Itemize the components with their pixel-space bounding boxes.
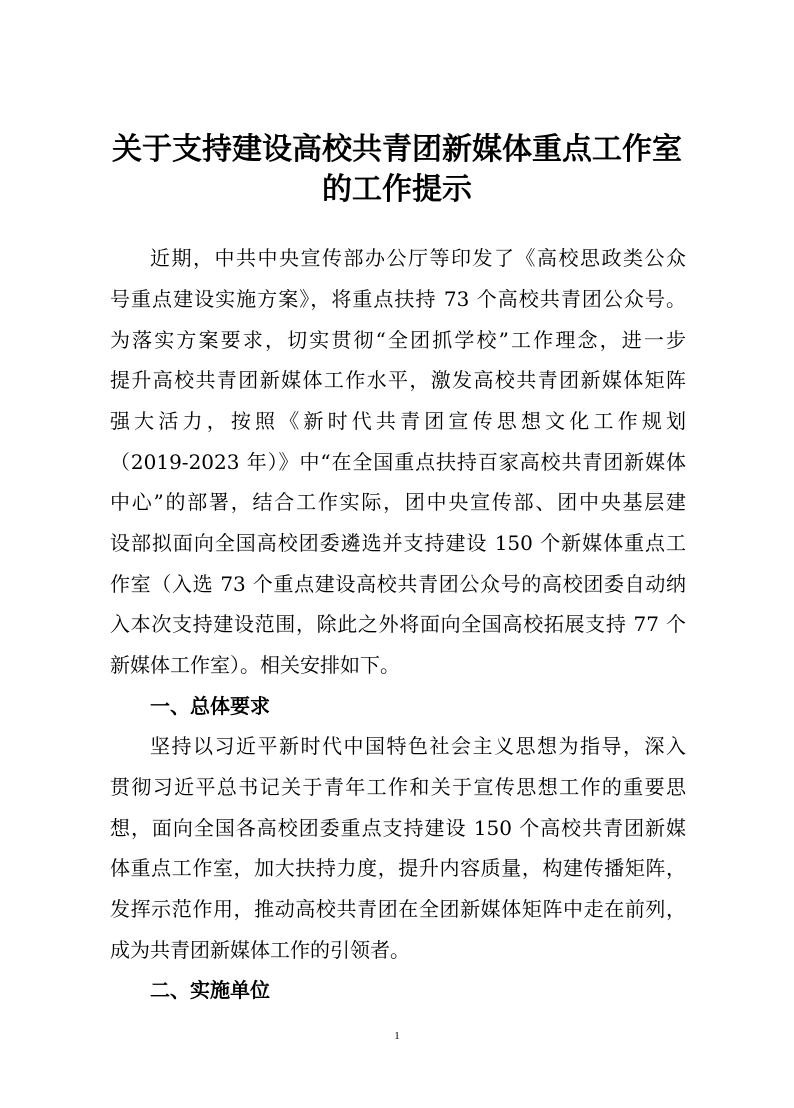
paragraph-2-line: 成为共青团新媒体工作的引领者。 — [110, 938, 410, 962]
paragraph-1-line: 作室（入选 73 个重点建设高校共青团公众号的高校团委自动纳 — [110, 572, 686, 596]
paragraph-1-line: 提升高校共青团新媒体工作水平，激发高校共青团新媒体矩阵 — [110, 368, 686, 392]
paragraph-1-line: 新媒体工作室）。相关安排如下。 — [110, 653, 400, 677]
paragraph-2-line: 想，面向全国各高校团委重点支持建设 150 个高校共青团新媒 — [110, 816, 686, 840]
paragraph-2-line: 发挥示范作用，推动高校共青团在全团新媒体矩阵中走在前列， — [110, 897, 686, 921]
paragraph-1-line: 设部拟面向全国高校团委遴选并支持建设 150 个新媒体重点工 — [110, 531, 686, 555]
paragraph-2-line: 体重点工作室，加大扶持力度，提升内容质量，构建传播矩阵， — [110, 856, 686, 880]
document-title-line-2: 的工作提示 — [322, 172, 472, 207]
paragraph-1-line: 中心”的部署，结合工作实际，团中央宣传部、团中央基层建 — [110, 490, 686, 514]
paragraph-1-line: 近期，中共中央宣传部办公厅等印发了《高校思政类公众 — [150, 246, 686, 270]
section-heading-2: 二、实施单位 — [150, 978, 270, 1002]
page-number: 1 — [394, 1030, 400, 1042]
paragraph-1-line: 号重点建设实施方案》，将重点扶持 73 个高校共青团公众号。 — [110, 287, 686, 311]
document-title-line-1: 关于支持建设高校共青团新媒体重点工作室 — [112, 132, 682, 167]
paragraph-2-line: 贯彻习近平总书记关于青年工作和关于宣传思想工作的重要思 — [110, 775, 686, 799]
paragraph-2-line: 坚持以习近平新时代中国特色社会主义思想为指导，深入 — [150, 734, 686, 758]
section-heading-1: 一、总体要求 — [150, 694, 270, 718]
paragraph-1-line: 强大活力，按照《新时代共青团宣传思想文化工作规划 — [110, 409, 686, 433]
paragraph-1-line: 为落实方案要求，切实贯彻“全团抓学校”工作理念，进一步 — [110, 328, 686, 352]
paragraph-1-line: （2019-2023 年）》中“在全国重点扶持百家高校共青团新媒体 — [110, 450, 686, 474]
paragraph-1-line: 入本次支持建设范围，除此之外将面向全国高校拓展支持 77 个 — [110, 612, 686, 636]
